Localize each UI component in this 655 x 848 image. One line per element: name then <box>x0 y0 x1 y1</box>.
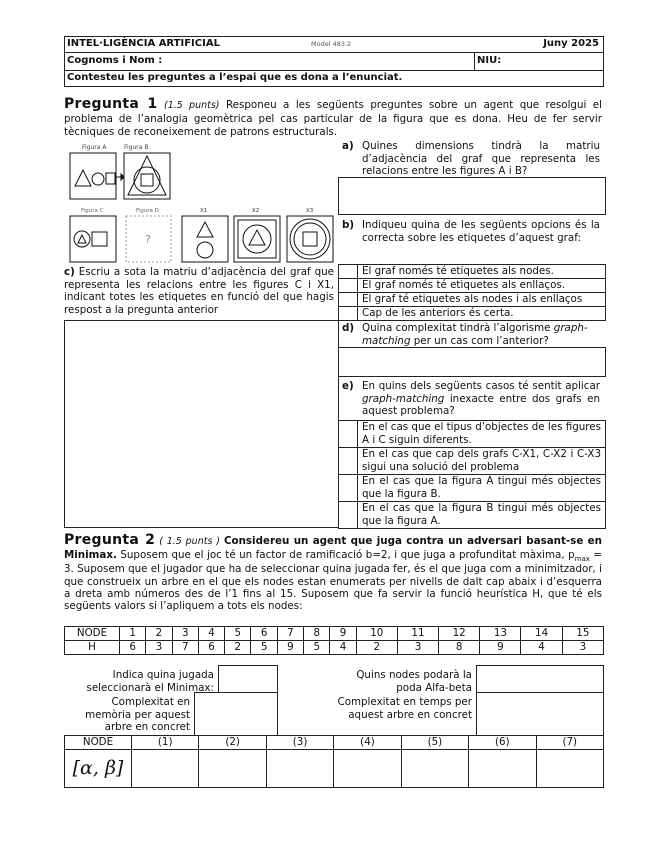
ab-answer-cell[interactable] <box>199 750 266 788</box>
h-value-cell: 2 <box>225 641 251 655</box>
node-cell: 10 <box>356 627 397 641</box>
h-header: H <box>65 641 120 655</box>
q1b-question <box>342 219 603 244</box>
figure-d <box>126 216 171 262</box>
figure-x3 <box>287 216 333 262</box>
h-value-cell: 5 <box>251 641 277 655</box>
q2-title: Pregunta 2 <box>64 532 156 548</box>
fig-label-x2: X2 <box>252 208 260 214</box>
memory-complexity-answer[interactable] <box>194 692 278 736</box>
q1-points: (1.5 punts) <box>164 100 220 111</box>
h-value-cell: 5 <box>304 641 330 655</box>
q1e-label: e) <box>342 380 354 392</box>
minimax-play-answer[interactable] <box>218 665 278 693</box>
q1c-label: c) <box>64 266 75 278</box>
ab-column-header: (7) <box>536 736 603 750</box>
q1-intro <box>64 96 602 138</box>
figure-x2 <box>234 216 280 262</box>
ab-column-header: (5) <box>401 736 468 750</box>
h-value-cell: 2 <box>356 641 397 655</box>
pruned-nodes-answer[interactable] <box>476 665 604 693</box>
h-value-cell: 6 <box>120 641 146 655</box>
option-checkbox[interactable] <box>338 474 358 502</box>
instructions: Contesteu les preguntes a l’espai que es dona a l’enunciat. <box>67 72 403 84</box>
ab-column-header: (4) <box>334 736 401 750</box>
node-cell: 11 <box>397 627 438 641</box>
ab-answer-cell[interactable] <box>334 750 401 788</box>
q2-bold-intro: Considereu un agent que juga contra un adversari basant-se en Minimax. <box>64 535 602 561</box>
ask-time-complexity: Complexitat en temps per aquest arbre en concret <box>337 696 472 721</box>
ask-memory-complexity: Complexitat en memòria per aquest arbre en concret <box>85 696 190 734</box>
time-complexity-answer[interactable] <box>476 692 604 736</box>
header-table <box>64 36 604 87</box>
name-label: Cognoms i Nom : <box>67 55 163 67</box>
node-cell: 13 <box>480 627 521 641</box>
q2-text: Suposem que el joc té un factor de ramificació b=2, i que juga a profunditat màxima, p <box>120 548 575 561</box>
h-value-cell: 9 <box>277 641 303 655</box>
ab-row-label: [α, β] <box>65 750 132 788</box>
node-cell: 6 <box>251 627 277 641</box>
q1e-option-3: En el cas que la figura A tingui més objectes que la figura B. <box>357 474 606 502</box>
option-checkbox[interactable] <box>338 447 358 475</box>
q1a-answer-box[interactable] <box>338 177 606 215</box>
option-checkbox[interactable] <box>338 264 358 279</box>
q1d-label: d) <box>342 322 355 334</box>
option-checkbox[interactable] <box>338 501 358 529</box>
q1e-option-1: En el cas que el tipus d’objectes de les figures A i C siguin diferents. <box>357 420 606 448</box>
node-header: NODE <box>65 627 120 641</box>
q1b-option-1: El graf només té etiquetes als nodes. <box>357 264 606 279</box>
q1a-text: Quines dimensions tindrà la matriu d’adjacència del graf que representa les relacions entre les figures A i B? <box>362 140 600 178</box>
arrow-icon <box>116 174 124 180</box>
h-value-cell: 4 <box>521 641 562 655</box>
q1d-question: d) Quina complexitat tindrà l’algorisme graph-matching per un cas com l’anterior? <box>342 322 588 347</box>
fig-label-x1: X1 <box>200 208 208 214</box>
ab-column-header: (6) <box>469 736 536 750</box>
ab-answer-cell[interactable] <box>536 750 603 788</box>
node-cell: 1 <box>120 627 146 641</box>
fig-label-x3: X3 <box>306 208 314 214</box>
q1b-text: Indiqueu quina de les següents opcions és la correcta sobre les etiquetes d’aquest graf: <box>362 219 600 244</box>
q2-intro: Pregunta 2 ( 1.5 punts ) Considereu un agent que juga contra un adversari basant-se en Minimax. Suposem que el joc té un factor de ramificació b=2, i que juga a profunditat màxima, $p_{max} = 3$. Suposem que el jugador que ha de seleccionar quina jugada fer, és el que juga com a minimitzador, i que construeix un arbre en el que els nodes estan enumerats per nivells de dalt cap abaix i d’esquerra a dreta amb números des de l’1 fins al 15. Suposem que fa servir la funció heurística H, que té els següents valors si l’apliquem a tots els nodes: <box>64 532 603 613</box>
q1c-question <box>64 266 334 316</box>
option-checkbox[interactable] <box>338 420 358 448</box>
alpha-beta-table <box>64 735 604 788</box>
q1a-label: a) <box>342 140 354 152</box>
h-value-cell: 9 <box>480 641 521 655</box>
option-checkbox[interactable] <box>338 292 358 307</box>
svg-text:?: ? <box>145 233 151 246</box>
h-value-cell: 3 <box>397 641 438 655</box>
ask-pruned-nodes: Quins nodes podarà la poda Alfa-beta <box>356 669 472 694</box>
model-code: Model 483.2 <box>311 40 352 48</box>
h-value-cell: 6 <box>198 641 224 655</box>
figure-a <box>70 153 116 199</box>
ask-minimax-play: Indica quina jugada seleccionarà el Minimax: <box>86 669 214 694</box>
q2-points: ( 1.5 punts ) <box>159 536 220 547</box>
q1e-option-2: En el cas que cap dels grafs C-X1, C-X2 i C-X3 sigui una solució del problema <box>357 447 606 475</box>
q1e-question: e) En quins dels següents casos té sentit aplicar graph-matching inexacte entre dos grafs en aquest problema? <box>342 380 600 418</box>
niu-label: NIU: <box>477 55 502 67</box>
figure-c <box>70 216 116 262</box>
q1c-answer-box[interactable] <box>64 320 339 528</box>
node-cell: 8 <box>304 627 330 641</box>
h-value-cell: 7 <box>172 641 198 655</box>
fig-label-b: Figura B <box>124 144 149 151</box>
q1-intro-text: Responeu a les següents preguntes sobre un agent que resolgui el problema de l’analogia geomètrica pel cas particular de la figura que es dona. Heu de fer servir tècniques de reconeixement de patrons estructurals. <box>64 99 603 138</box>
h-value-cell: 3 <box>562 641 603 655</box>
analogy-figures <box>66 142 338 264</box>
node-cell: 3 <box>172 627 198 641</box>
option-checkbox[interactable] <box>338 306 358 321</box>
heuristic-table <box>64 626 604 655</box>
q1d-answer-box[interactable] <box>338 347 606 377</box>
figure-b <box>124 153 170 199</box>
q1e-option-4: En el cas que la figura B tingui més objectes que la figura A. <box>357 501 606 529</box>
node-cell: 4 <box>198 627 224 641</box>
fig-label-c: Figura C <box>81 208 104 214</box>
node-cell: 7 <box>277 627 303 641</box>
fig-label-d: Figura D <box>136 208 159 214</box>
q1c-text: Escriu a sota la matriu d’adjacència del graf que representa les relacions entre les figures C i X1, indicant totes les etiquetes en funció del que hagis respost a la pregunta anterior <box>64 266 334 316</box>
node-cell: 2 <box>146 627 172 641</box>
node-cell: 12 <box>439 627 480 641</box>
ab-node-header: NODE <box>65 736 132 750</box>
ab-column-header: (1) <box>132 736 199 750</box>
q1a-question <box>342 140 603 178</box>
q1b-option-3: El graf té etiquetes als nodes i als enllaços <box>357 292 606 307</box>
h-value-cell: 4 <box>330 641 356 655</box>
node-cell: 5 <box>225 627 251 641</box>
h-value-cell: 8 <box>439 641 480 655</box>
ab-column-header: (3) <box>266 736 333 750</box>
ab-answer-cell[interactable] <box>266 750 333 788</box>
node-cell: 14 <box>521 627 562 641</box>
q1b-option-4: Cap de les anteriors és certa. <box>357 306 606 321</box>
node-cell: 9 <box>330 627 356 641</box>
q1-title: Pregunta 1 <box>64 96 158 112</box>
fig-label-a: Figura A <box>82 144 107 151</box>
exam-date: Juny 2025 <box>543 38 599 49</box>
figure-x1 <box>182 216 228 262</box>
ab-column-header: (2) <box>199 736 266 750</box>
ab-answer-cell[interactable] <box>401 750 468 788</box>
q1b-option-2: El graf només té etiquetes als enllaços. <box>357 278 606 293</box>
h-value-cell: 3 <box>146 641 172 655</box>
option-checkbox[interactable] <box>338 278 358 293</box>
ab-answer-cell[interactable] <box>469 750 536 788</box>
node-cell: 15 <box>562 627 603 641</box>
q1b-label: b) <box>342 219 355 231</box>
subject-title: INTEL·LIGÈNCIA ARTIFICIAL <box>67 38 220 50</box>
ab-answer-cell[interactable] <box>132 750 199 788</box>
